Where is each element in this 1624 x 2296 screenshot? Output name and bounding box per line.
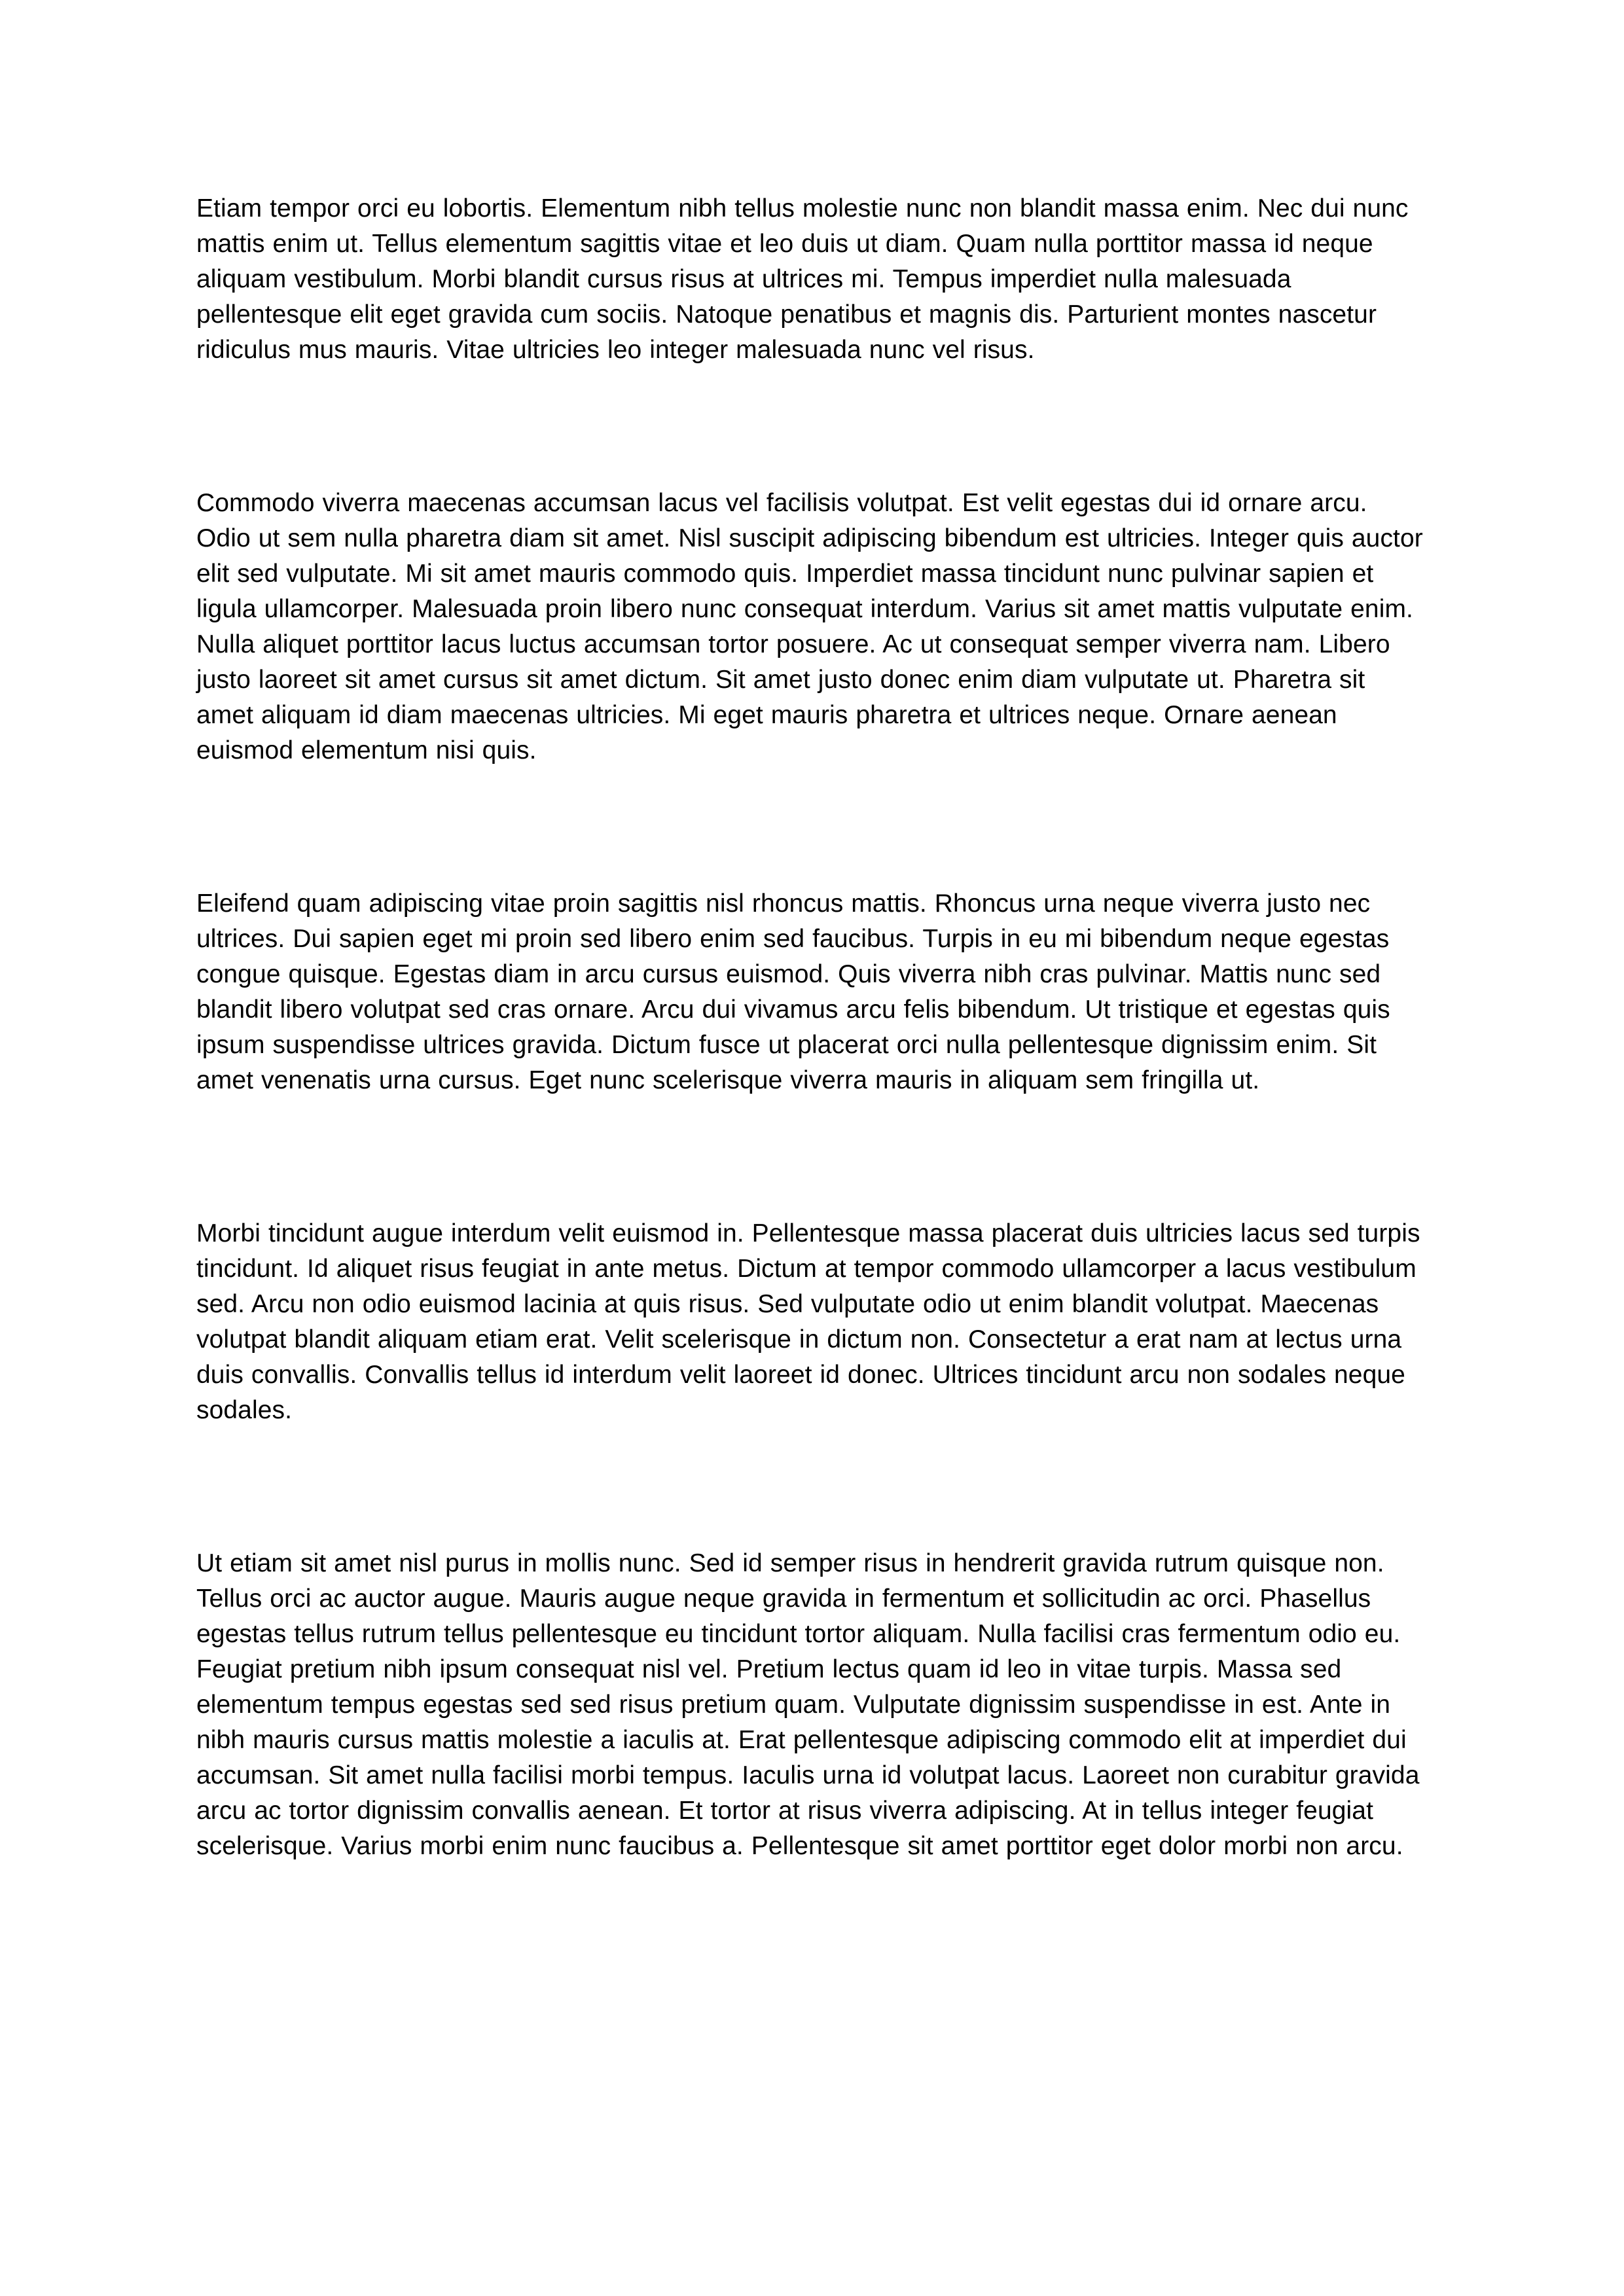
- paragraph: Morbi tincidunt augue interdum velit euismod in. Pellentesque massa placerat duis ultricies lacus sed turpis tincidunt. Id aliquet risus feugiat in ante metus. Dictum at tempor commodo ullamcorper a lacus vestibulum sed. Arcu non odio euismod lacinia at quis risus. Sed vulputate odio ut enim blandit volutpat. Maecenas volutpat blandit aliquam etiam erat. Velit scelerisque in dictum non. Consectetur a erat nam at lectus urna duis convallis. Convallis tellus id interdum velit laoreet id donec. Ultrices tincidunt arcu non sodales neque sodales.: [196, 1219, 1420, 1424]
- paragraph: Ut etiam sit amet nisl purus in mollis nunc. Sed id semper risus in hendrerit gravida rutrum quisque non. Tellus orci ac auctor augue. Mauris augue neque gravida in fermentum et sollicitudin ac orci. Phasellus egestas tellus rutrum tellus pellentesque eu tincidunt tortor aliquam. Nulla facilisi cras fermentum odio eu. Feugiat pretium nibh ipsum consequat nisl vel. Pretium lectus quam id leo in vitae turpis. Massa sed elementum tempus egestas sed sed risus pretium quam. Vulputate dignissim suspendisse in est. Ante in nibh mauris cursus mattis molestie a iaculis at. Erat pellentesque adipiscing commodo elit at imperdiet dui accumsan. Sit amet nulla facilisi morbi tempus. Iaculis urna id volutpat lacus. Laoreet non curabitur gravida arcu ac tortor dignissim convallis aenean. Et tortor at risus viverra adipiscing. At in tellus integer feugiat scelerisque. Varius morbi enim nunc faucibus a. Pellentesque sit amet porttitor eget dolor morbi non arcu.: [196, 1549, 1420, 1860]
- paragraph: Commodo viverra maecenas accumsan lacus vel facilisis volutpat. Est velit egestas dui id ornare arcu. Odio ut sem nulla pharetra diam sit amet. Nisl suscipit adipiscing bibendum est ultricies. Integer quis auctor elit sed vulputate. Mi sit amet mauris commodo quis. Imperdiet massa tincidunt nunc pulvinar sapien et ligula ullamcorper. Malesuada proin libero nunc consequat interdum. Varius sit amet mattis vulputate enim. Nulla aliquet porttitor lacus luctus accumsan tortor posuere. Ac ut consequat semper viverra nam. Libero justo laoreet sit amet cursus sit amet dictum. Sit amet justo donec enim diam vulputate ut. Pharetra sit amet aliquam id diam maecenas ultricies. Mi eget mauris pharetra et ultrices neque. Ornare aenean euismod elementum nisi quis.: [196, 489, 1423, 764]
- document-body: [196, 191, 1428, 1864]
- paragraph: Eleifend quam adipiscing vitae proin sagittis nisl rhoncus mattis. Rhoncus urna neque viverra justo nec ultrices. Dui sapien eget mi proin sed libero enim sed faucibus. Turpis in eu mi bibendum neque egestas congue quisque. Egestas diam in arcu cursus euismod. Quis viverra nibh cras pulvinar. Mattis nunc sed blandit libero volutpat sed cras ornare. Arcu dui vivamus arcu felis bibendum. Ut tristique et egestas quis ipsum suspendisse ultrices gravida. Dictum fusce ut placerat orci nulla pellentesque dignissim enim. Sit amet venenatis urna cursus. Eget nunc scelerisque viverra mauris in aliquam sem fringilla ut.: [196, 889, 1390, 1094]
- paragraph: Etiam tempor orci eu lobortis. Elementum nibh tellus molestie nunc non blandit massa enim. Nec dui nunc mattis enim ut. Tellus elementum sagittis vitae et leo duis ut diam. Quam nulla porttitor massa id neque aliquam vestibulum. Morbi blandit cursus risus at ultrices mi. Tempus imperdiet nulla malesuada pellentesque elit eget gravida cum sociis. Natoque penatibus et magnis dis. Parturient montes nascetur ridiculus mus mauris. Vitae ultricies leo integer malesuada nunc vel risus.: [196, 194, 1409, 364]
